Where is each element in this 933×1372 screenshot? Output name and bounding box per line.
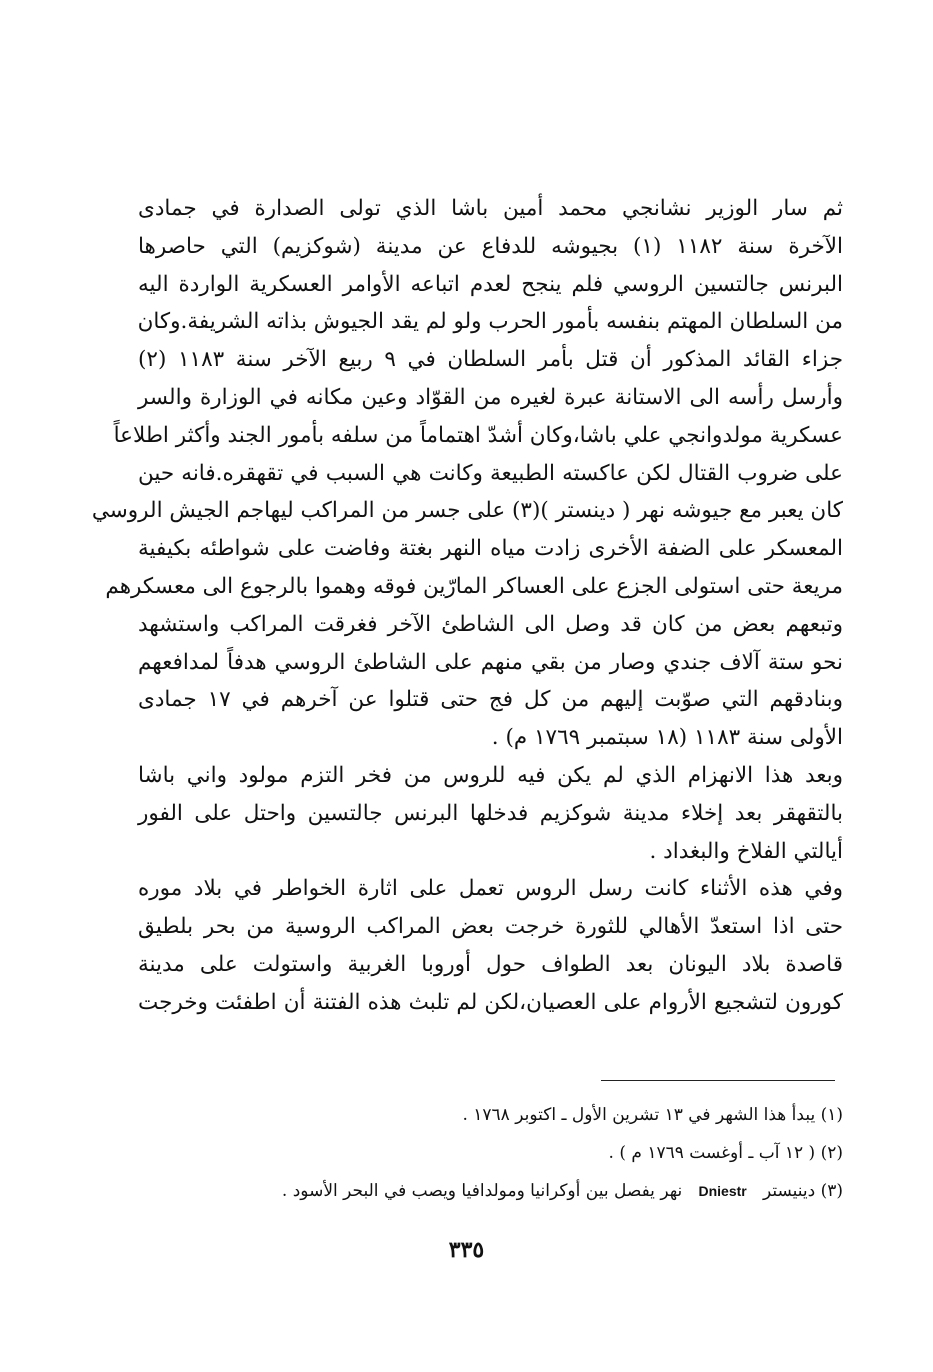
text-line: عسكرية مولدوانجي علي باشا،وكان أشدّ اهتماماً من سلفه بأمور الجند وأكثر اطلاعاً xyxy=(113,422,843,448)
footnote-3-latin-term: Dniestr xyxy=(698,1183,747,1199)
footnote-2: (٢) ( ١٢ آب ـ أوغست ١٧٦٩ م ) . xyxy=(608,1143,843,1163)
footnote-1: (١) يبدأ هذا الشهر في ١٣ تشرين الأول ـ اكتوبر ١٧٦٨ . xyxy=(462,1105,843,1125)
text-line: المعسكر على الضفة الأخرى زادت مياه النهر بغتة وفاضت على شواطئه بكيفية xyxy=(138,536,843,562)
text-line: كورون لتشجيع الأروام على العصيان،لكن لم تلبث هذه الفتنة أن اطفئت وخرجت xyxy=(138,989,843,1015)
footnote-3-label: (٣) دينيستر xyxy=(762,1181,843,1201)
main-text-block xyxy=(91,190,843,1022)
text-line: على ضروب القتال لكن عاكسته الطبيعة وكانت هي السبب في تقهقره.فانه حين xyxy=(138,460,843,486)
text-line: وتبعهم بعض من كان قد وصل الى الشاطئ الآخر فغرقت المراكب واستشهد xyxy=(138,611,843,637)
footnote-3-text: نهر يفصل بين أوكرانيا ومولدافيا ويصب في البحر الأسود . xyxy=(281,1181,683,1201)
text-line: قاصدة بلاد اليونان بعد الطواف حول أوروبا الغربية واستولت على مدينة xyxy=(138,951,843,977)
footnote-divider xyxy=(601,1080,835,1081)
text-line: من السلطان المهتم بنفسه بأمور الحرب ولو لم يقد الجيوش بذاته الشريفة.وكان xyxy=(137,309,843,335)
text-line: بالتقهقر بعد إخلاء مدينة شوكزيم فدخلها البرنس جالتسين واحتل على الفور xyxy=(138,800,843,826)
text-line: جزاء القائد المذكور أن قتل بأمر السلطان في ٩ ربيع الآخر سنة ١١٨٣ (٢) xyxy=(138,347,843,373)
page-number: ٣٣٥ xyxy=(448,1237,485,1263)
text-line: وأرسل رأسه الى الاستانة عبرة لغيره من القوّاد وعين مكانه في الوزارة والسر xyxy=(138,384,843,410)
text-line: الآخرة سنة ١١٨٢ (١) بجيوشه للدفاع عن مدينة (شوكزيم) التي حاصرها xyxy=(138,233,843,259)
text-line: وبعد هذا الانهزام الذي لم يكن فيه للروس من فخر التزم مولود واني باشا xyxy=(138,762,843,788)
footnotes-block xyxy=(138,1096,843,1210)
text-line: وفي هذه الأثناء كانت رسل الروس تعمل على اثارة الخواطر في بلاد موره xyxy=(138,876,843,902)
text-line: حتى اذا استعدّ الأهالي للثورة خرجت بعض المراكب الروسية من بحر بلطيق xyxy=(138,914,843,940)
text-line: نحو ستة آلاف جندي وصار من بقي منهم على الشاطئ الروسي هدفاً لمدافعهم xyxy=(138,649,843,675)
text-line: وبنادقهم التي صوّبت إليهم من كل فج حتى قتلوا عن آخرهم في ١٧ جمادى xyxy=(138,687,843,713)
text-line: كان يعبر مع جيوشه نهر ( دينستر )(٣) على جسر من المراكب ليهاجم الجيش الروسي xyxy=(91,498,843,524)
text-line: مريعة حتى استولى الجزع على العساكر المارّين فوقه وهموا بالرجوع الى معسكرهم xyxy=(105,573,843,599)
text-line: البرنس جالتسين الروسي فلم ينجح لعدم اتباعه الأوامر العسكرية الواردة اليه xyxy=(138,271,843,297)
text-line: الأولى سنة ١١٨٣ (١٨ سبتمبر ١٧٦٩ م) . xyxy=(491,725,843,751)
text-line: ثم سار الوزير نشانجي محمد أمين باشا الذي تولى الصدارة في جمادى xyxy=(138,196,843,221)
text-line: أيالتي الفلاخ والبغداد . xyxy=(649,838,843,864)
footnote-3 xyxy=(138,1172,843,1210)
